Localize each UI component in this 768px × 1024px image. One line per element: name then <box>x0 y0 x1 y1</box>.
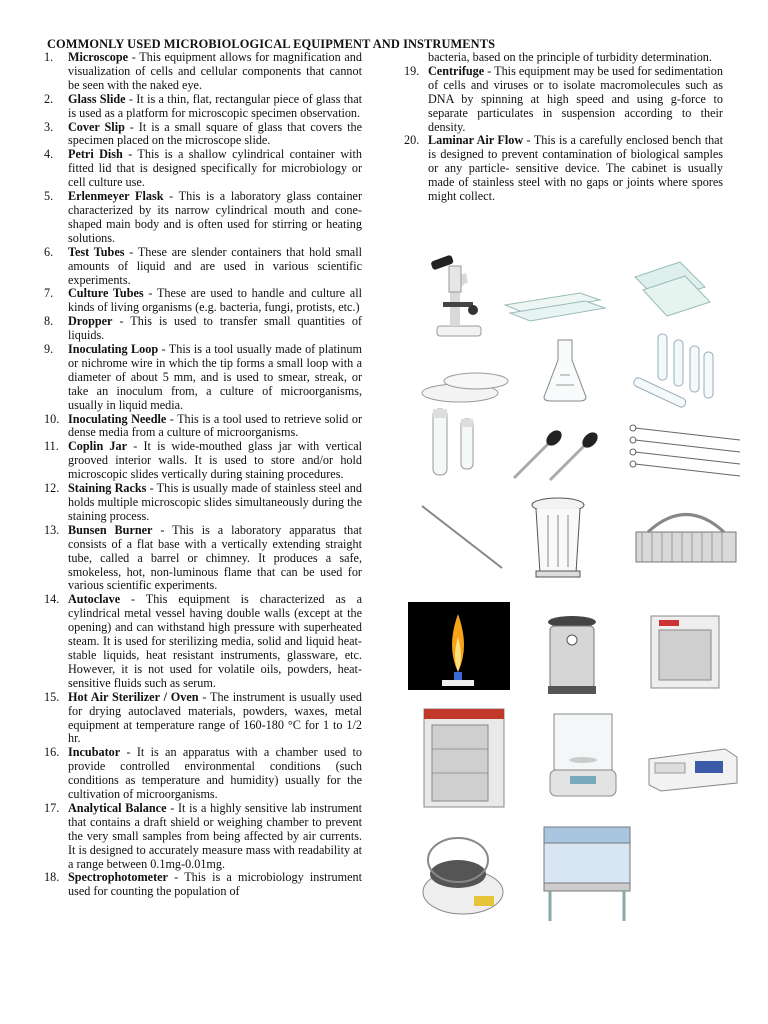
item-term: Coplin Jar <box>68 439 128 454</box>
item-description: - This is a laboratory apparatus that consists of a flat base with a vertically extending straight tube, called a barrel or chimney. It produces a safe, smokeless, hot, non-luminous flame that can be used for various scientific experiments. <box>68 522 362 593</box>
item-term: Petri Dish <box>68 147 123 162</box>
item-description: - The instrument is usually used for drying autoclaved materials, powders, waxes, metal equipment at temperature range of 160-180 °C for 1 to 1/2 hr. <box>68 689 362 746</box>
analytical-balance-image <box>540 710 625 805</box>
item-term: Microscope <box>68 50 129 64</box>
item-description: - This is a carefully enclosed bench that is designed to prevent contamination of biological samples or any particle- sensitive device. The cabinet is usually made of stainless steel with no gaps or joints where spores might collect. <box>428 133 723 204</box>
item-description: - This is a shallow cylindrical container with fitted lid that is designed specifically for microbiology or cell culture use. <box>68 147 363 190</box>
item-term: Analytical Balance <box>68 800 167 815</box>
item-description: - This is a tool used to retrieve solid or dense media from a culture of microorganisms. <box>68 411 362 440</box>
item-number: 16. <box>44 745 60 760</box>
item-number: 12. <box>44 481 60 496</box>
dropper-image <box>510 428 605 483</box>
item-number: 14. <box>44 592 60 607</box>
item-description: - This is a laboratory glass container characterized by its narrow cylindrical mouth and cone- shaped main body and is often used for stirring or heating solutions. <box>68 189 363 245</box>
item-term: Bunsen Burner <box>68 522 153 537</box>
item-number: 11. <box>44 439 59 454</box>
list-item <box>44 315 362 343</box>
list-item <box>44 413 362 441</box>
item-description: - This equipment may be used for sedimentation of cells and viruses or to isolate macromolecules such as DNA by spinning at high speed and using g-force to separate particulates in suspension according to their density. <box>428 63 723 134</box>
item-description: - This is used to transfer small quantities of liquids. <box>68 314 362 343</box>
item-number: 6. <box>44 244 54 259</box>
list-item <box>44 287 362 315</box>
item-description: - It is a small square of glass that covers the specimen placed on the microscope slide. <box>68 119 362 148</box>
item-description: - These are slender containers that hold small amounts of liquid and are used in various scientific experiments. <box>68 244 362 287</box>
list-item <box>44 148 362 190</box>
left-column <box>44 51 362 899</box>
item-number: 1. <box>44 50 54 64</box>
item-number: 18. <box>44 870 60 885</box>
item-term: Dropper <box>68 314 113 329</box>
item-number: 13. <box>44 522 60 537</box>
item-term: Culture Tubes <box>68 286 144 301</box>
hot-air-oven-image <box>645 610 725 695</box>
autoclave-image <box>540 612 605 697</box>
item-number: 3. <box>44 119 54 134</box>
item-term: Glass Slide <box>68 91 126 106</box>
item-description: - It is a thin, flat, rectangular piece of glass that is used as a platform for microscopic specimen observation. <box>68 91 362 120</box>
list-item <box>44 746 362 802</box>
list-item <box>44 246 362 288</box>
item-description: - This is a microbiology instrument used for counting the population of <box>68 870 362 899</box>
item-term: Laminar Air Flow <box>428 133 524 148</box>
item-description: - It is an apparatus with a chamber used to provide controlled environmental conditions (such conditions as temperature and humidity) usually for the cultivation of microorganisms. <box>68 745 362 802</box>
cover-slip-image <box>625 252 715 327</box>
item-number: 5. <box>44 189 54 204</box>
item-number: 10. <box>44 411 60 426</box>
item-number: 19. <box>404 63 420 78</box>
item-number: 20. <box>404 133 420 148</box>
centrifuge-image <box>418 830 508 920</box>
item-term: Incubator <box>68 745 121 760</box>
equipment-figures <box>400 240 750 930</box>
coplin-jar-image <box>528 495 588 580</box>
inoculating-needle-image <box>418 502 508 572</box>
list-item <box>44 691 362 747</box>
staining-rack-image <box>628 502 743 572</box>
list-item <box>44 440 362 482</box>
item-term: Spectrophotometer <box>68 870 168 885</box>
item-term: Staining Racks <box>68 481 147 496</box>
item-number: 8. <box>44 314 54 329</box>
erlenmeyer-flask-image <box>540 335 590 405</box>
list-item <box>44 93 362 121</box>
item-term: Inoculating Loop <box>68 342 159 357</box>
item-description: - It is wide-mouthed glass jar with vertical grooved interior walls. It is used to store and/or hold microscopic slides vertically during staining procedures. <box>68 439 362 482</box>
item-description: - It is a highly sensitive lab instrument that contains a draft shield or weighing chamber to prevent the very small samples from being affected by air currents. It is designed to accurately measure mass with readability at a range between 0.1mg-0.01mg. <box>68 800 362 871</box>
bunsen-burner-image <box>408 602 510 690</box>
item-term: Cover Slip <box>68 119 125 134</box>
list-item <box>44 524 362 594</box>
list-item <box>404 65 723 135</box>
item-term: Hot Air Sterilizer / Oven <box>68 689 199 704</box>
continuation-text: bacteria, based on the principle of turbidity determination. <box>428 50 712 64</box>
list-item <box>44 190 362 246</box>
item-description: - This equipment is characterized as a cylindrical metal vessel having double walls (except at the opening) and can withstand high pressure with superheated steam. It is used for sterilizing media, solid and liquid heat- stable liquids, heat resistant instruments, glassware, etc. However, it is not used for volatile oils, powders, heat-sensitive fluids such as serum. <box>68 592 362 690</box>
item-description: - This equipment allows for magnification and visualization of cells and cellular components that cannot be seen with the naked eye. <box>68 50 362 92</box>
list-item <box>44 871 362 899</box>
page-title: COMMONLY USED MICROBIOLOGICAL EQUIPMENT AND INSTRUMENTS <box>47 37 496 51</box>
list-item <box>44 51 362 93</box>
item-number: 4. <box>44 147 54 162</box>
inoculating-loop-image <box>625 420 745 485</box>
item-term: Test Tubes <box>68 244 125 259</box>
item-term: Inoculating Needle <box>68 411 167 426</box>
item-term: Centrifuge <box>428 63 485 78</box>
right-column <box>404 51 723 204</box>
item-number: 15. <box>44 689 60 704</box>
list-item <box>44 121 362 149</box>
glass-slide-image <box>500 275 610 325</box>
incubator-image <box>420 705 515 810</box>
item-number: 2. <box>44 91 54 106</box>
item-number: 9. <box>44 342 54 357</box>
microscope-image <box>415 250 495 340</box>
list-item <box>44 802 362 872</box>
item-description: - This is a tool usually made of platinum or nichrome wire in which the tip forms a small loop with a diameter of about 5 mm, and is used to smear, streak, or take an inoculum from, a culture of microorganisms, usually in liquid media. <box>68 342 362 412</box>
item-number: 17. <box>44 800 60 815</box>
list-item <box>44 593 362 690</box>
list-item <box>44 343 362 413</box>
item-term: Erlenmeyer Flask <box>68 189 164 204</box>
list-item <box>404 134 723 204</box>
item-description: - These are used to handle and culture all kinds of living organisms (e.g. bacteria, fungi, protists, etc.) <box>68 286 362 315</box>
item-description: - This is usually made of stainless steel and holds multiple microscopic slides simultaneously during the staining process. <box>68 481 362 523</box>
list-item <box>44 482 362 524</box>
item-term: Autoclave <box>68 592 121 607</box>
spectrophotometer-image <box>645 745 740 795</box>
item-number: 7. <box>44 286 54 301</box>
culture-tubes-image <box>425 405 485 480</box>
laminar-air-flow-image <box>540 825 635 925</box>
test-tubes-image <box>630 330 720 415</box>
